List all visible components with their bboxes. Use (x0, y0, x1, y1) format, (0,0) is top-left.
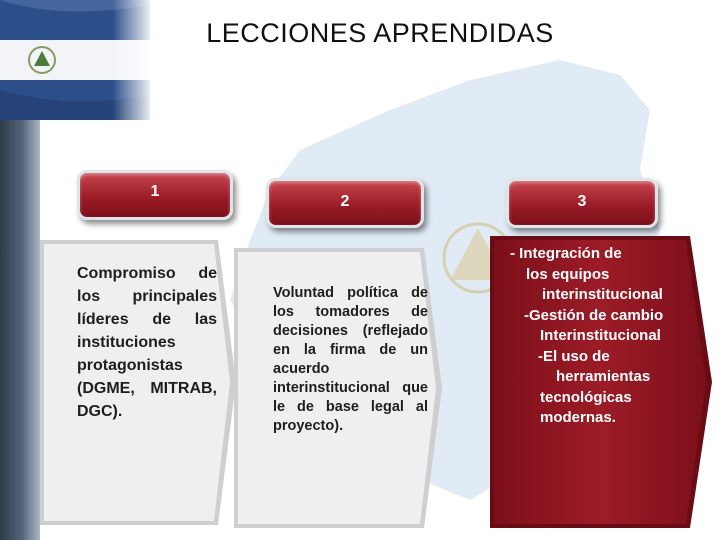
card-3-line: tecnológicas (540, 388, 632, 406)
card-1-number: 1 (150, 183, 160, 200)
card-2-number-badge (266, 178, 424, 228)
card-3-line: herramientas (556, 368, 651, 385)
card-3-number-badge (506, 178, 658, 228)
card-3-line: interinstitucional (542, 286, 663, 303)
card-3-line: - Integración de (510, 245, 622, 262)
card-1-number-badge (77, 170, 233, 220)
card-2-number: 2 (340, 193, 350, 210)
card-3-line: modernas. (540, 409, 616, 426)
card-3-line: los equipos (526, 265, 610, 283)
card-3-line: -Gestión de cambio (524, 306, 664, 324)
card-3-line: Interinstitucional (540, 327, 661, 344)
card-3-text (510, 244, 710, 429)
card-3-number: 3 (577, 193, 587, 210)
card-3-line: -El uso de (538, 347, 610, 365)
card-1-text: Compromiso de los principales líderes de las instituciones protagonistas (DGME, MITRAB, DGC). (77, 265, 217, 420)
page-title: LECCIONES APRENDIDAS (206, 18, 554, 48)
card-2-text: Voluntad política de los tomadores de decisiones (reflejado en la firma de un acuerdo interinstitucional que le de base legal al proyecto). (273, 285, 428, 434)
